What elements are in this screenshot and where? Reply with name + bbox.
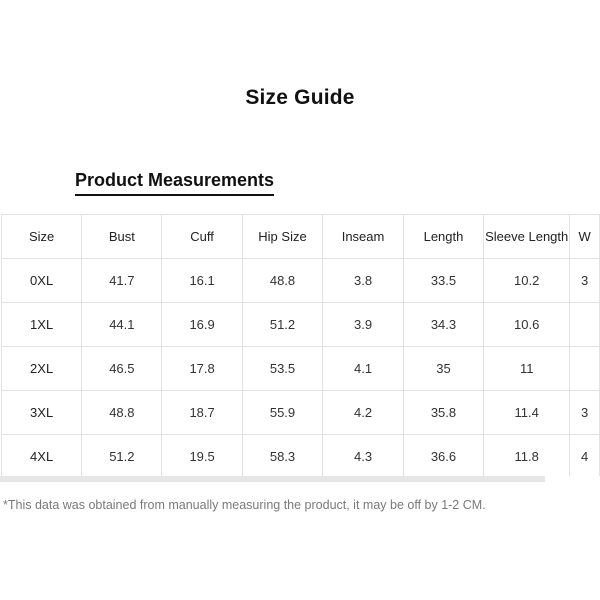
table-cell: 35.8 — [403, 391, 483, 435]
header-truncated: W — [570, 215, 600, 259]
table-row — [2, 391, 600, 435]
table-cell: 44.1 — [82, 303, 162, 347]
table-cell: 48.8 — [82, 391, 162, 435]
table-cell: 16.1 — [162, 259, 242, 303]
table-cell: 16.9 — [162, 303, 242, 347]
table-cell: 3.9 — [323, 303, 403, 347]
header-sleeve-length: Sleeve Length — [484, 215, 570, 259]
table-cell: 3 — [570, 259, 600, 303]
table-cell: 0XL — [2, 259, 82, 303]
table-row — [2, 347, 600, 391]
table-cell: 35 — [403, 347, 483, 391]
table-cell: 11.8 — [484, 435, 570, 477]
table-cell: 11 — [484, 347, 570, 391]
horizontal-scrollbar[interactable] — [0, 476, 545, 482]
table-cell: 10.6 — [484, 303, 570, 347]
table-cell: 33.5 — [403, 259, 483, 303]
table-cell: 4.3 — [323, 435, 403, 477]
table-cell: 3XL — [2, 391, 82, 435]
table-cell: 3 — [570, 391, 600, 435]
table-cell: 55.9 — [242, 391, 323, 435]
table-cell: 34.3 — [403, 303, 483, 347]
table-cell: 51.2 — [242, 303, 323, 347]
header-cuff: Cuff — [162, 215, 242, 259]
table-cell: 4XL — [2, 435, 82, 477]
table-cell: 2XL — [2, 347, 82, 391]
size-table — [1, 214, 600, 476]
table-cell: 53.5 — [242, 347, 323, 391]
section-heading: Product Measurements — [75, 170, 274, 196]
table-cell: 41.7 — [82, 259, 162, 303]
table-row — [2, 303, 600, 347]
table-cell: 1XL — [2, 303, 82, 347]
table-cell: 36.6 — [403, 435, 483, 477]
table-cell — [570, 303, 600, 347]
table-cell: 4 — [570, 435, 600, 477]
table-cell: 4.2 — [323, 391, 403, 435]
table-cell: 48.8 — [242, 259, 323, 303]
table-header-row — [2, 215, 600, 259]
table-cell: 10.2 — [484, 259, 570, 303]
header-hip-size: Hip Size — [242, 215, 323, 259]
table-cell: 58.3 — [242, 435, 323, 477]
table-cell: 46.5 — [82, 347, 162, 391]
table-cell: 11.4 — [484, 391, 570, 435]
header-size: Size — [2, 215, 82, 259]
table-cell: 18.7 — [162, 391, 242, 435]
size-table-container[interactable] — [0, 214, 600, 476]
table-cell: 3.8 — [323, 259, 403, 303]
header-inseam: Inseam — [323, 215, 403, 259]
table-cell: 51.2 — [82, 435, 162, 477]
page-title: Size Guide — [245, 86, 355, 109]
header-bust: Bust — [82, 215, 162, 259]
table-cell — [570, 347, 600, 391]
table-cell: 4.1 — [323, 347, 403, 391]
table-row — [2, 259, 600, 303]
table-cell: 19.5 — [162, 435, 242, 477]
table-row — [2, 435, 600, 477]
header-length: Length — [403, 215, 483, 259]
table-cell: 17.8 — [162, 347, 242, 391]
measurement-footnote: *This data was obtained from manually measuring the product, it may be off by 1-2 CM. — [3, 498, 486, 512]
